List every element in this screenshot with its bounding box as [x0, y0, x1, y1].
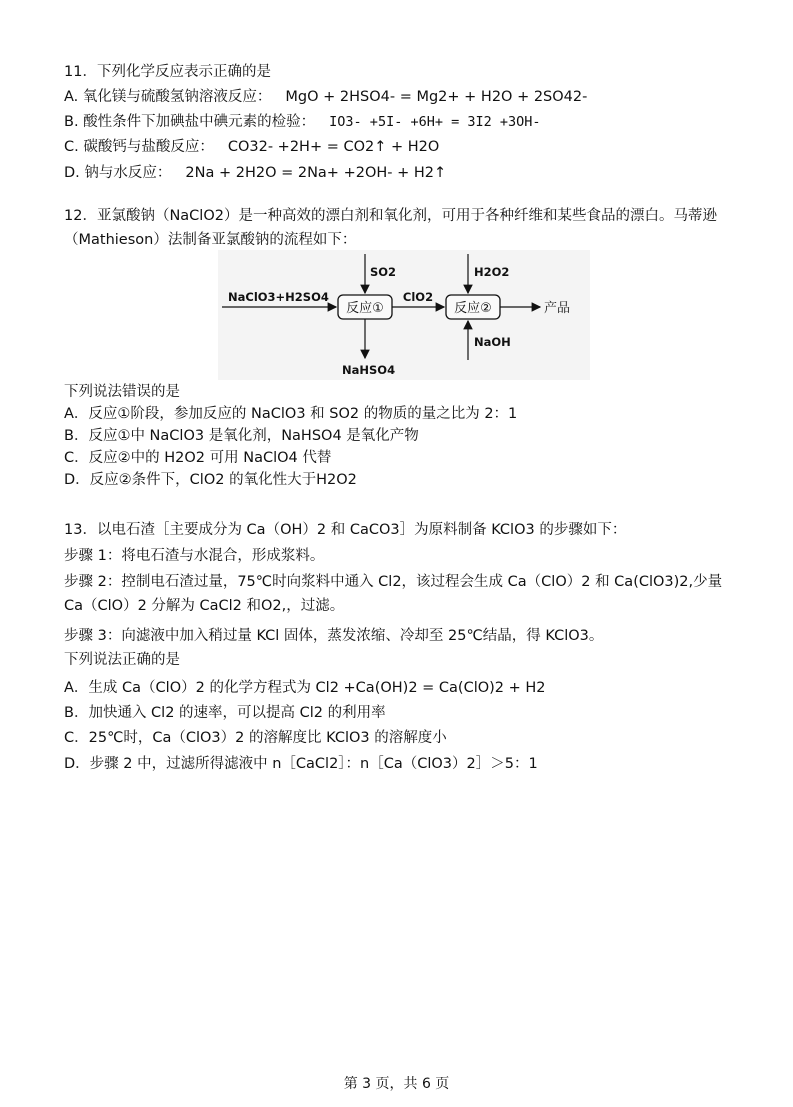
q12-diagram-background: [218, 250, 590, 380]
q12-reaction1-label: 反应①: [346, 301, 384, 316]
q12-nahso4-label: NaHSO4: [342, 363, 396, 377]
q11-a-label: A. 氧化镁与硫酸氢钠溶液反应：: [64, 89, 272, 105]
q11-d-label: D. 钠与水反应：: [64, 165, 172, 181]
q13-step1: 步骤 1：将电石渣与水混合，形成浆料。: [64, 548, 325, 564]
q12-intermediate-label: ClO2: [402, 290, 434, 304]
q12-option-d: D．反应②条件下，ClO2 的氧化性大于H2O2: [64, 472, 357, 488]
q12-feed-label: NaClO3+H2SO4: [228, 290, 329, 304]
q13-step2: 步骤 2：控制电石渣过量，75℃时向浆料中通入 Cl2，该过程会生成 Ca（ClO）2 和 Ca(ClO3)2,少量 Ca（ClO）2 分解为 CaCl2 和O2,，过滤。: [64, 574, 723, 614]
q12-h2o2-label: H2O2: [474, 265, 510, 279]
q11-stem: 11．下列化学反应表示正确的是: [64, 64, 271, 80]
q12-option-b: B．反应①中 NaClO3 是氧化剂，NaHSO4 是氧化产物: [64, 428, 419, 444]
q11-d-equation: 2Na + 2H2O = 2Na+ +2OH- + H2↑: [185, 165, 447, 181]
q12-product-label: 产品: [544, 301, 571, 316]
q11-b-label: B. 酸性条件下加碘盐中碘元素的检验：: [64, 114, 316, 130]
q11-option-a: [64, 87, 587, 107]
q12-so2-label: SO2: [370, 265, 397, 279]
q11-option-d: [64, 163, 446, 183]
q13-option-a: A．生成 Ca（ClO）2 的化学方程式为 Cl2 +Ca(OH)2 = Ca(ClO)2 + H2: [64, 680, 546, 696]
q11-a-equation: MgO + 2HSO4- = Mg2+ + H2O + 2SO42-: [285, 89, 588, 105]
q12-option-c: C．反应②中的 H2O2 可用 NaClO4 代替: [64, 450, 332, 466]
q11-c-equation: CO32- +2H+ = CO2↑ + H2O: [227, 139, 440, 155]
q11-b-equation: IO3- +5I- +6H+ = 3I2 +3OH-: [329, 114, 541, 130]
q12-naoh-label: NaOH: [474, 335, 511, 349]
q11-c-label: C. 碳酸钙与盐酸反应：: [64, 139, 214, 155]
page-footer: 第 3 页，共 6 页: [343, 1076, 450, 1092]
q12-option-a: A．反应①阶段，参加反应的 NaClO3 和 SO2 的物质的量之比为 2：1: [64, 406, 518, 422]
q12-reaction2-label: 反应②: [454, 301, 492, 316]
q13-option-d: D．步骤 2 中，过滤所得滤液中 n［CaCl2］：n［Ca（ClO3）2］＞5：1: [64, 756, 538, 772]
q11-option-c: [64, 137, 439, 157]
q12-prompt: 下列说法错误的是: [64, 384, 180, 400]
q13-stem: 13．以电石渣［主要成分为 Ca（OH）2 和 CaCO3］为原料制备 KClO3 的步骤如下：: [64, 522, 627, 538]
q13-prompt: 下列说法正确的是: [64, 652, 180, 668]
q12-stem: 12．亚氯酸钠（NaClO2）是一种高效的漂白剂和氧化剂，可用于各种纤维和某些食品的漂白。马蒂逊（Mathieson）法制备亚氯酸钠的流程如下：: [64, 208, 717, 248]
q11-option-b: [64, 112, 541, 132]
q13-option-b: B．加快通入 Cl2 的速率，可以提高 Cl2 的利用率: [64, 705, 386, 721]
q13-step3: 步骤 3：向滤液中加入稍过量 KCl 固体，蒸发浓缩、冷却至 25℃结晶，得 KClO3。: [64, 628, 604, 644]
q12-flow-diagram: [218, 250, 590, 380]
q13-option-c: C．25℃时，Ca（ClO3）2 的溶解度比 KClO3 的溶解度小: [64, 730, 447, 746]
